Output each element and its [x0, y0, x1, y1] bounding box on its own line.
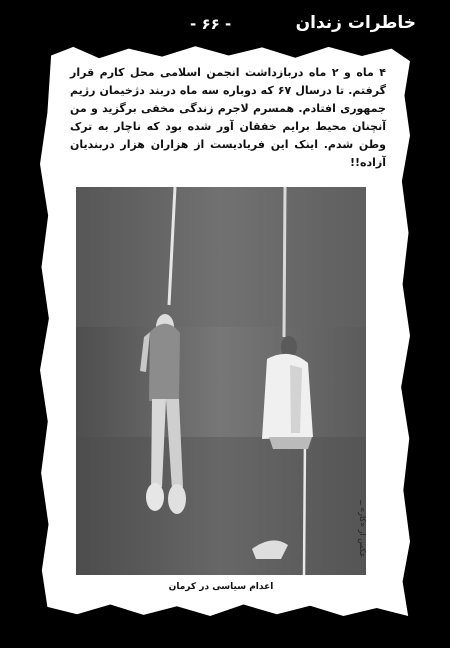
body-text: ۴ ماه و ۲ ماه دربازداشت انجمن اسلامی محل کارم قرار گرفتم. تا درسال ۶۷ که دوباره سه ماه دربند دژخیمان رژیم جمهوری افتادم. همسرم لاجرم زندگی مخفی برگزید و من آنچنان محیط برایم خفقان آور شده بود که ناچار به ترک وطن شدم. اینک این فریادیست از هزاران هزار دربندیان آزاده!!: [70, 66, 386, 169]
page-header: [0, 0, 450, 44]
photo-credit: عکس از «کار» ــ: [358, 500, 367, 558]
execution-photo: [76, 187, 366, 575]
book-title: خاطرات زندان: [295, 13, 416, 33]
photo-caption: اعدام سیاسی در کرمان: [168, 582, 274, 592]
photo-illustration: [76, 187, 366, 575]
page-number: - ۶۶ -: [190, 15, 232, 33]
